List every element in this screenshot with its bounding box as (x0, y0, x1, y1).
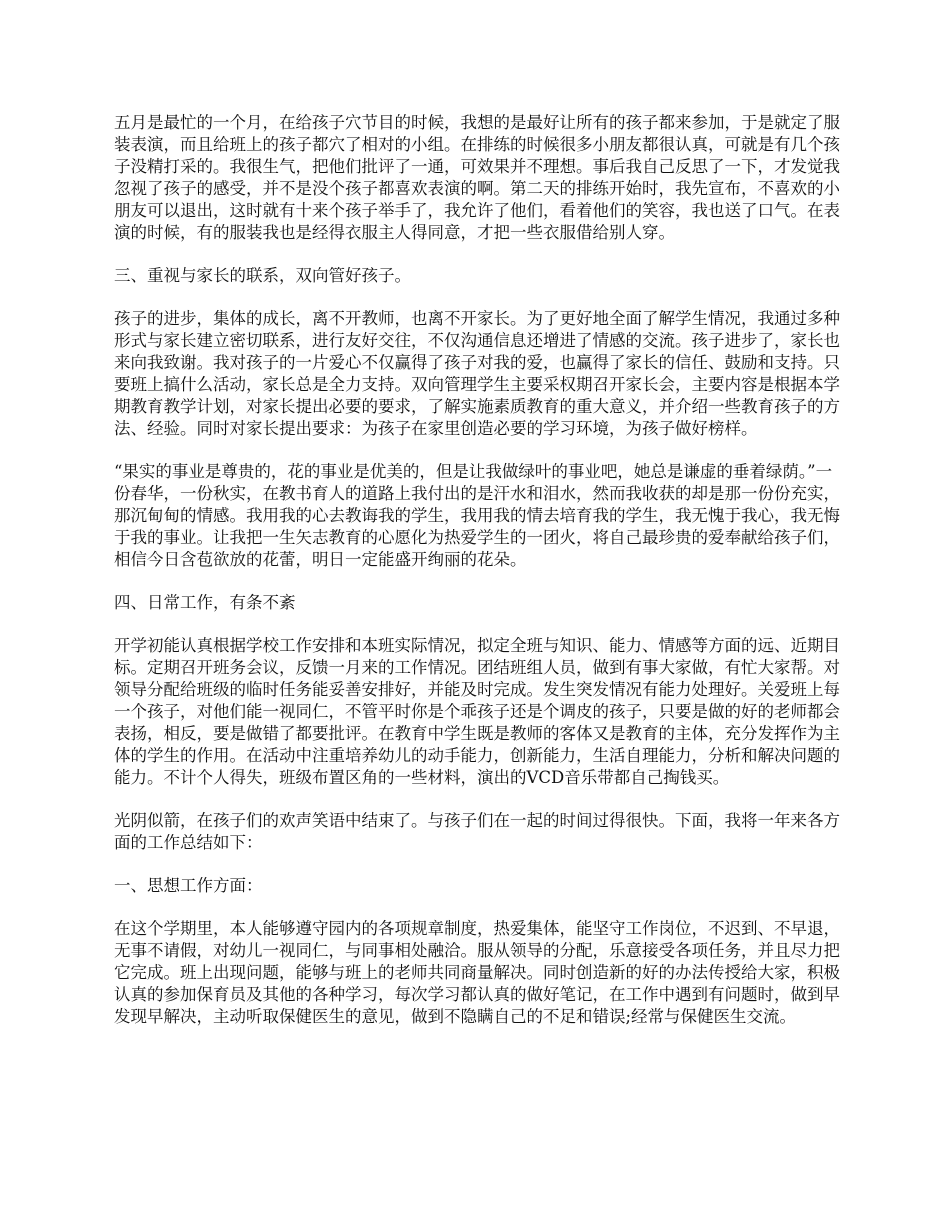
document-page (114, 112, 844, 1049)
paragraph-ideology-work: 在这个学期里，本人能够遵守园内的各项规章制度，热爱集体，能坚守工作岗位，不迟到、不早退，无事不请假，对幼儿一视同仁，与同事相处融洽。服从领导的分配，乐意接受各项任务，并且尽力把它完成。班上出现问题，能够与班上的老师共同商量解决。同时创造新的好的办法传授给大家，积极认真的参加保育员及其他的各种学习，每次学习都认真的做好笔记，在工作中遇到有问题时，做到早发现早解决，主动听取保健医生的意见，做到不隐瞒自己的不足和错误;经常与保健医生交流。 (114, 919, 840, 1026)
section-heading-daily-work: 四、日常工作，有条不紊 (114, 593, 296, 612)
section-heading-ideology: 一、思想工作方面： (114, 876, 263, 895)
paragraph-may-activities: 五月是最忙的一个月，在给孩子穴节目的时候，我想的是最好让所有的孩子都来参加，于是就定了服装表演，而且给班上的孩子都穴了相对的小组。在排练的时候很多小朋友都很认真，可就是有几个孩子没精打采的。我很生气，把他们批评了一通，可效果并不理想。事后我自己反思了一下，才发觉我忽视了孩子的感受，并不是没个孩子都喜欢表演的啊。第二天的排练开始时，我先宣布，不喜欢的小朋友可以退出，这时就有十来个孩子举手了，我允许了他们，看着他们的笑容，我也送了口气。在表演的时候，有的服装我也是经得衣服主人得同意，才把一些衣服借给别人穿。 (114, 113, 840, 242)
paragraph-green-leaf-quote: “果实的事业是尊贵的，花的事业是优美的，但是让我做绿叶的事业吧，她总是谦虚的垂着绿荫。”一份春华，一份秋实，在教书育人的道路上我付出的是汗水和泪水，然而我收获的却是那一份份充实，那沉甸甸的情感。我用我的心去教诲我的学生，我用我的情去培育我的学生，我无愧于我心，我无悔于我的事业。让我把一生矢志教育的心愿化为热爱学生的一团火，将自己最珍贵的爱奉献给孩子们，相信今日含苞欲放的花蕾，明日一定能盛开绚丽的花朵。 (114, 462, 840, 569)
paragraph-year-summary-intro: 光阴似箭，在孩子们的欢声笑语中结束了。与孩子们在一起的时间过得很快。下面，我将一年来各方面的工作总结如下： (114, 811, 840, 852)
section-heading-parents: 三、重视与家长的联系，双向管好孩子。 (114, 266, 411, 285)
paragraph-parent-contact: 孩子的进步，集体的成长，离不开教师，也离不开家长。为了更好地全面了解学生情况，我通过多种形式与家长建立密切联系，进行友好交往，不仅沟通信息还增进了情感的交流。孩子进步了，家长也来向我致谢。我对孩子的一片爱心不仅赢得了孩子对我的爱，也赢得了家长的信任、鼓励和支持。只要班上搞什么活动，家长总是全力支持。双向管理学生主要采权期召开家长会，主要内容是根据本学期教育教学计划，对家长提出必要的要求，了解实施素质教育的重大意义，并介绍一些教育孩子的方法、经验。同时对家长提出要求：为孩子在家里创造必要的学习环境，为孩子做好榜样。 (114, 309, 840, 438)
paragraph-daily-work: 开学初能认真根据学校工作安排和本班实际情况，拟定全班与知识、能力、情感等方面的远、近期目标。定期召开班务会议，反馈一月来的工作情况。团结班组人员，做到有事大家做，有忙大家帮。对领导分配给班级的临时任务能妥善安排好，并能及时完成。发生突发情况有能力处理好。关爱班上每一个孩子，对他们能一视同仁，不管平时你是个乖孩子还是个调皮的孩子，只要是做的好的老师都会表扬，相反，要是做错了都要批评。在教育中学生既是教师的客体又是教育的主体，充分发挥作为主体的学生的作用。在活动中注重培养幼儿的动手能力，创新能力，生活自理能力，分析和解决问题的能力。不计个人得失，班级布置区角的一些材料，演出的VCD音乐带都自己掏钱买。 (114, 636, 840, 787)
